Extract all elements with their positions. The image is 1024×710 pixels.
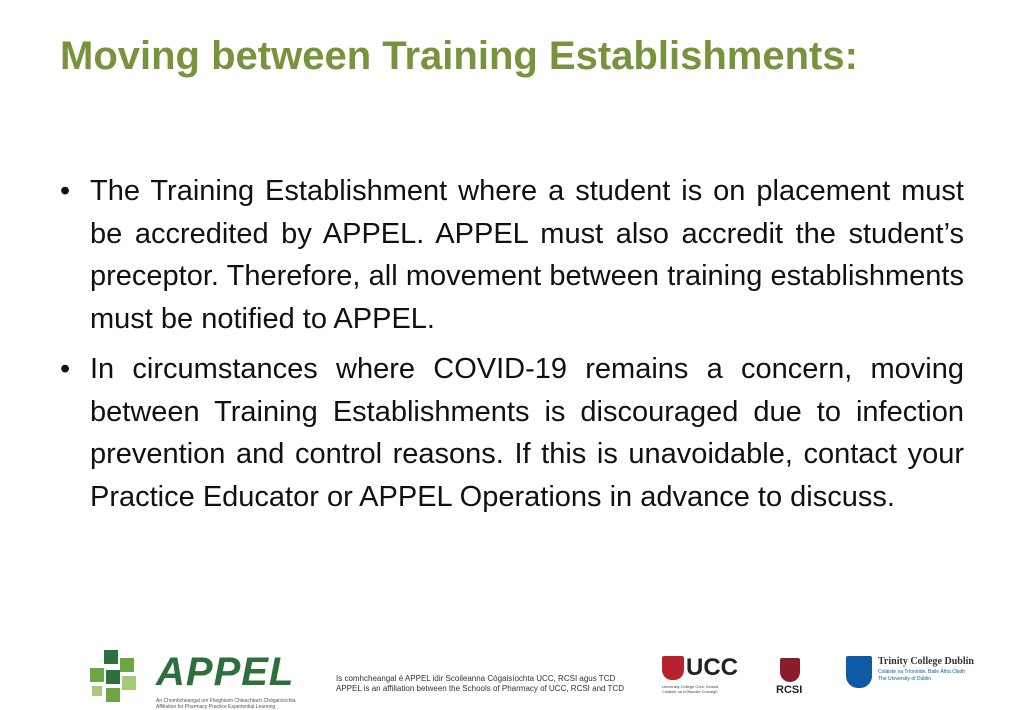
tcd-logo [846, 656, 986, 696]
rcsi-crest-icon [780, 658, 800, 682]
bullet-text: In circumstances where COVID-19 remains a concern, moving between Training Establishments is discouraged due to infection prevention and control reasons. If this is unavoidable, contact your Practice Educator or APPEL Operations in advance to discuss. [90, 353, 964, 513]
tcd-subtitle [878, 669, 965, 683]
affiliation-text [336, 674, 624, 694]
bullet-list [58, 170, 964, 526]
appel-tagline-ga: An Chomhcheangal um Fhoghlaim Chleachtach Chógaisíochta [156, 698, 296, 704]
bullet-text: The Training Establishment where a student is on placement must be accredited by APPEL. APPEL must also accredit the student’s preceptor. Therefore, all movement between training establishments must be notified to APPEL. [90, 175, 964, 335]
bullet-item [58, 170, 964, 340]
ucc-subtitle-ga: Coláiste na hOllscoile Corcaigh [662, 689, 718, 694]
appel-tagline-en: Affiliation for Pharmacy Practice Experiential Learning [156, 704, 276, 710]
appel-wordmark: APPEL [156, 650, 295, 694]
bullet-dot: • [60, 353, 71, 385]
tcd-name: Trinity College Dublin [878, 656, 974, 667]
ucc-subtitle-en: University College Cork, Ireland [662, 684, 719, 689]
appel-cross-icon [86, 648, 156, 708]
appel-logo [86, 648, 296, 710]
bullet-dot: • [60, 175, 71, 207]
footer [0, 640, 1024, 709]
affiliation-line-en: APPEL is an affiliation between the Schools of Pharmacy of UCC, RCSI and TCD [336, 684, 624, 693]
affiliation-line-ga: Is comhcheangal é APPEL idir Scoileanna Cógaisíochta UCC, RCSI agus TCD [336, 674, 616, 683]
tcd-subtitle-en: The University of Dublin [878, 676, 932, 682]
ucc-name: UCC [686, 654, 738, 681]
rcsi-name: RCSI [776, 684, 803, 696]
ucc-subtitle [662, 684, 718, 694]
slide-title: Moving between Training Establishments: [60, 34, 858, 78]
appel-tagline [156, 698, 296, 710]
rcsi-logo [776, 658, 806, 706]
ucc-logo [662, 656, 738, 704]
ucc-crest-icon [662, 656, 684, 680]
bullet-item [58, 348, 964, 518]
tcd-subtitle-ga: Coláiste na Tríonóide, Baile Átha Cliath [878, 669, 965, 675]
tcd-crest-icon [846, 656, 872, 688]
